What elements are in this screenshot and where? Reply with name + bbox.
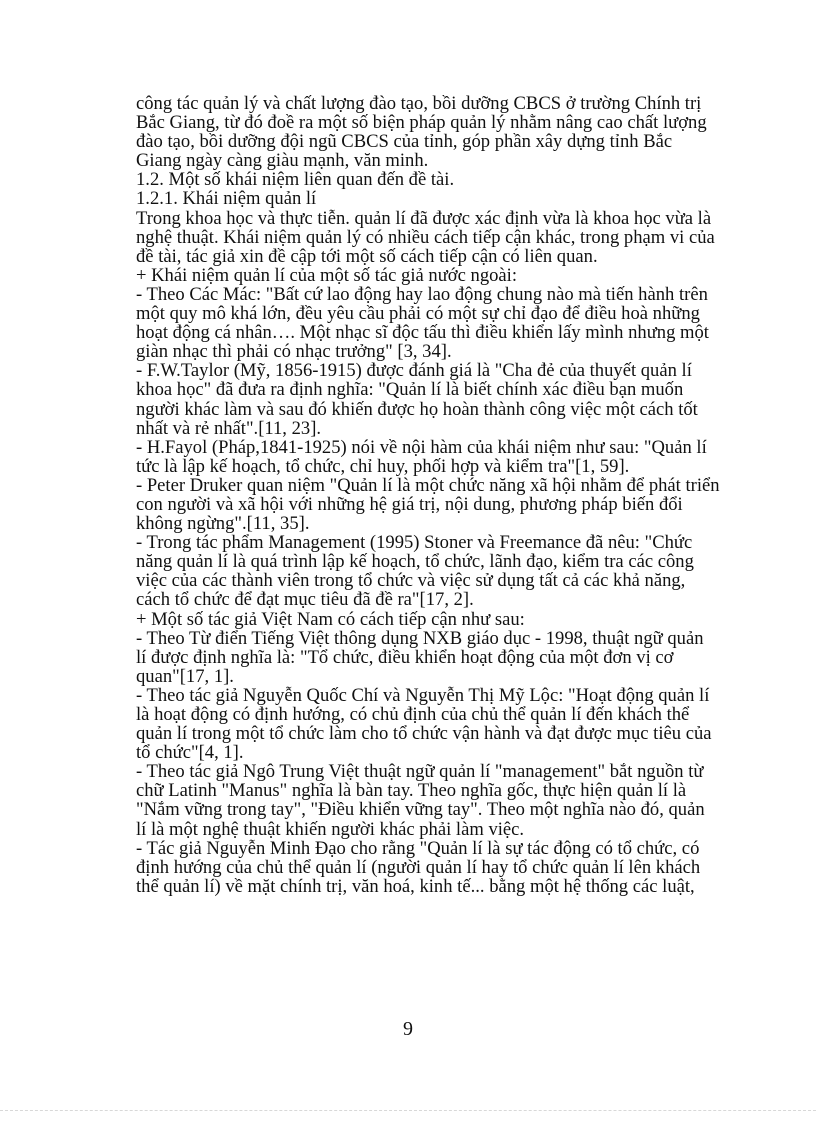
body-text — [136, 94, 742, 896]
text-line: nghệ thuật. Khái niệm quản lý có nhiều cách tiếp cận khác, trong phạm vi của — [136, 226, 715, 248]
text-line: quản lí trong một tổ chức làm cho tổ chức vận hành và đạt được mục tiêu của — [136, 723, 712, 745]
text-line: định hướng của chủ thể quản lí (người quản lí hay tổ chức quản lí lên khách — [136, 856, 701, 878]
text-line: - Trong tác phẩm Management (1995) Stoner và Freemance đã nêu: "Chức — [136, 532, 693, 554]
text-line: - Theo tác giả Ngô Trung Việt thuật ngữ quản lí "management" bắt nguồn từ — [136, 761, 704, 783]
text-line: - F.W.Taylor (Mỹ, 1856-1915) được đánh giá là "Cha đẻ của thuyết quản lí — [136, 360, 692, 382]
text-line: người khác làm và sau đó khiến được họ hoàn thành công việc một cách tốt — [136, 398, 698, 420]
subsection-heading: 1.2.1. Khái niệm quản lí — [136, 188, 317, 210]
text-line: - Peter Druker quan niệm "Quản lí là một chức năng xã hội nhằm để phát triển — [136, 474, 720, 496]
text-line: một quy mô khá lớn, đều yêu cầu phải có một sự chỉ đạo để điều hoà những — [136, 303, 700, 325]
text-line: tổ chức"[4, 1]. — [136, 742, 244, 764]
text-line: đề tài, tác giả xin đề cập tới một số cách tiếp cận có liên quan. — [136, 245, 598, 267]
text-line: lí được định nghĩa là: "Tổ chức, điều khiển hoạt động của một đơn vị cơ — [136, 646, 674, 668]
text-line: - Theo Các Mác: "Bất cứ lao động hay lao động chung nào mà tiến hành trên — [136, 283, 708, 305]
text-line: + Một số tác giả Việt Nam có cách tiếp cận như sau: — [136, 608, 525, 630]
text-line: là hoạt động có định hướng, có chủ định của chủ thể quản lí đến khách thể — [136, 704, 690, 725]
text-line: tức là lập kế hoạch, tổ chức, chỉ huy, phối hợp và kiểm tra"[1, 59]. — [136, 455, 630, 477]
text-line: Trong khoa học và thực tiễn. quản lí đã được xác định vừa là khoa học vừa là — [136, 207, 712, 229]
text-line: con người và xã hội với những hệ giá trị, nội dung, phương pháp biến đổi — [136, 493, 683, 515]
text-line: - Theo tác giả Nguyễn Quốc Chí và Nguyễn Thị Mỹ Lộc: "Hoạt động quản lí — [136, 684, 710, 706]
text-line: không ngừng".[11, 35]. — [136, 513, 310, 535]
text-line: việc của các thành viên trong tổ chức và việc sử dụng tất cả các khả năng, — [136, 570, 686, 592]
text-line: cách tổ chức để đạt mục tiêu đã đề ra"[17, 2]. — [136, 589, 474, 611]
text-line: quan"[17, 1]. — [136, 665, 234, 687]
text-line: năng quản lí là quá trình lập kế hoạch, tổ chức, lãnh đạo, kiểm tra các công — [136, 551, 694, 573]
text-line: - Tác giả Nguyễn Minh Đạo cho rằng "Quản lí là sự tác động có tổ chức, có — [136, 837, 700, 859]
text-line: lí là một nghệ thuật khiến người khác phải làm việc. — [136, 818, 525, 840]
text-line: nhất và rẻ nhất".[11, 23]. — [136, 417, 322, 439]
text-line: giàn nhạc thì phải có nhạc trưởng" [3, 34]. — [136, 341, 452, 363]
page-bottom-divider — [0, 1110, 816, 1111]
text-line: Giang ngày càng giàu mạnh, văn minh. — [136, 150, 429, 172]
text-line: Bắc Giang, từ đó đoề ra một số biện pháp quản lý nhằm nâng cao chất lượng — [136, 112, 707, 134]
text-line: - Theo Từ điển Tiếng Việt thông dụng NXB giáo dục - 1998, thuật ngữ quản — [136, 627, 704, 649]
text-line: hoạt động cá nhân…. Một nhạc sĩ độc tấu thì điều khiển lấy mình nhưng một — [136, 322, 709, 344]
text-line: + Khái niệm quản lí của một số tác giả nước ngoài: — [136, 264, 517, 286]
text-line: khoa học" đã đưa ra định nghĩa: "Quản lí là biết chính xác điều bạn muốn — [136, 379, 684, 401]
text-line: - H.Fayol (Pháp,1841-1925) nói về nội hàm của khái niệm như sau: "Quản lí — [136, 436, 707, 458]
section-heading: 1.2. Một số khái niệm liên quan đến đề tài. — [136, 169, 455, 191]
text-line: công tác quản lý và chất lượng đào tạo, bồi dưỡng CBCS ở trường Chính trị — [136, 93, 702, 114]
text-line: chữ Latinh "Manus" nghĩa là bàn tay. Theo nghĩa gốc, thực hiện quản lí là — [136, 780, 687, 802]
text-line: đào tạo, bồi dưỡng đội ngũ CBCS của tỉnh, góp phần xây dựng tỉnh Bắc — [136, 131, 673, 153]
text-line: thể quản lí) về mặt chính trị, văn hoá, kinh tế... bằng một hệ thống các luật, — [136, 875, 695, 897]
text-line: "Nắm vững trong tay", "Điều khiển vững tay". Theo một nghĩa nào đó, quản — [136, 799, 705, 821]
page-number: 9 — [403, 1018, 413, 1040]
